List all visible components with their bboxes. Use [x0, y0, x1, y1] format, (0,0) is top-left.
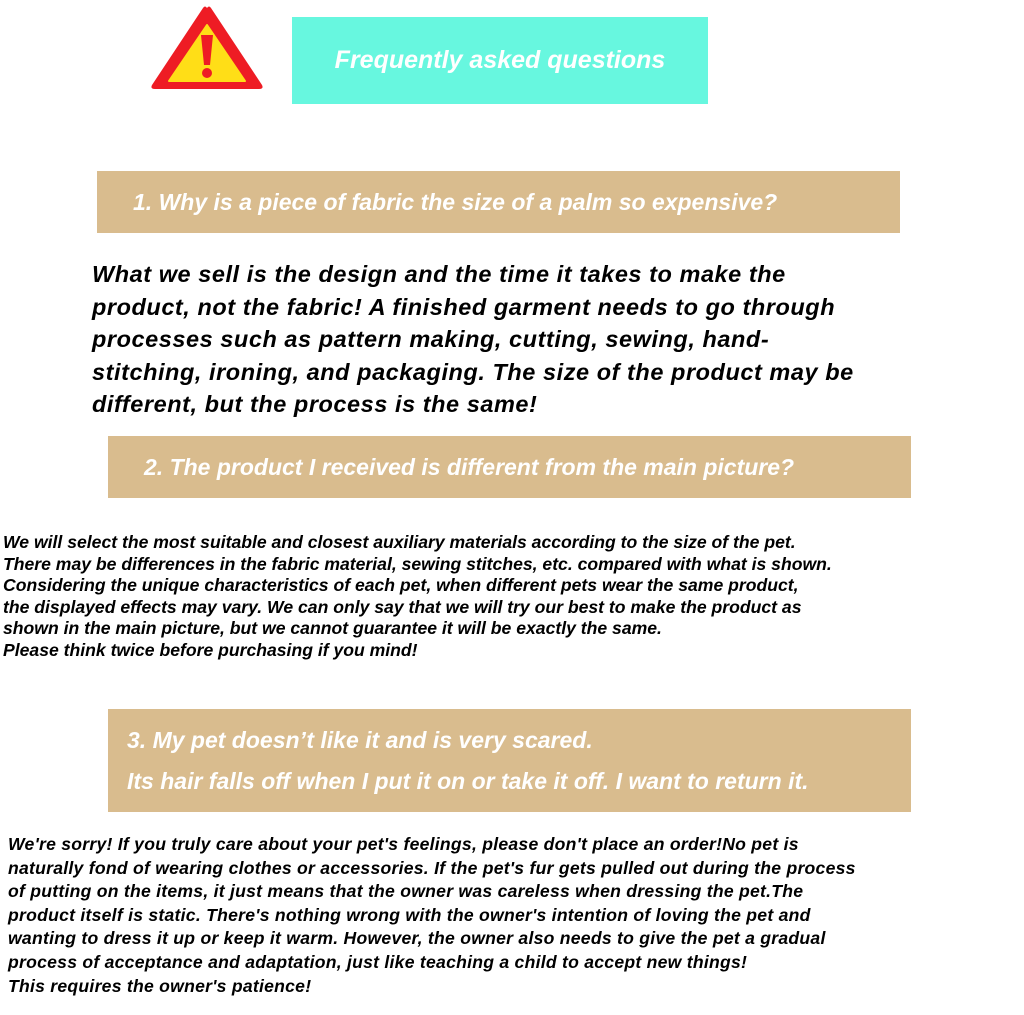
- answer-line: wanting to dress it up or keep it warm. However, the owner also needs to give the pet a gradual: [8, 928, 826, 949]
- warning-icon: [148, 2, 266, 92]
- answer-line: shown in the main picture, but we cannot guarantee it will be exactly the same.: [3, 618, 662, 639]
- answer-line: This requires the owner's patience!: [8, 975, 312, 996]
- answer-line: product, not the fabric! A finished garment needs to go through: [92, 293, 836, 320]
- question-text: 1. Why is a piece of fabric the size of a palm so expensive?: [133, 188, 778, 215]
- answer-line: Please think twice before purchasing if you mind!: [3, 639, 418, 660]
- answer-line: different, but the process is the same!: [92, 391, 538, 418]
- answer-line: of putting on the items, it just means that the owner was careless when dressing the pet.The: [8, 881, 804, 902]
- answer-line: We will select the most suitable and closest auxiliary materials according to the size of the pet.: [3, 532, 796, 552]
- faq-answer-3: [8, 833, 856, 998]
- answer-line: Considering the unique characteristics of each pet, when different pets wear the same product,: [3, 575, 799, 596]
- question-text: 3. My pet doesn’t like it and is very scared.: [127, 727, 593, 753]
- faq-question-2: [108, 436, 911, 498]
- answer-line: What we sell is the design and the time it takes to make the: [92, 261, 786, 287]
- answer-line: naturally fond of wearing clothes or accessories. If the pet's fur gets pulled out during the process: [8, 857, 856, 878]
- answer-line: We're sorry! If you truly care about your pet's feelings, please don't place an order!No pet is: [8, 834, 799, 854]
- faq-answer-2: [3, 532, 832, 662]
- answer-line: There may be differences in the fabric material, sewing stitches, etc. compared with what is shown.: [3, 553, 832, 574]
- answer-line: the displayed effects may vary. We can only say that we will try our best to make the product as: [3, 596, 802, 617]
- page-title: Frequently asked questions: [334, 46, 666, 74]
- question-text: Its hair falls off when I put it on or take it off. I want to return it.: [127, 768, 809, 794]
- answer-line: process of acceptance and adaptation, just like teaching a child to accept new things!: [8, 951, 748, 972]
- faq-question-1: [97, 171, 900, 233]
- faq-answer-1: [92, 258, 1012, 421]
- answer-line: product itself is static. There's nothing wrong with the owner's intention of loving the pet and: [8, 904, 811, 925]
- question-text: 2. The product I received is different from the main picture?: [144, 453, 795, 480]
- answer-line: stitching, ironing, and packaging. The size of the product may be: [92, 358, 854, 385]
- faq-title-banner: [292, 17, 708, 104]
- answer-line: processes such as pattern making, cutting, sewing, hand-: [92, 326, 770, 353]
- faq-question-3: [108, 709, 911, 812]
